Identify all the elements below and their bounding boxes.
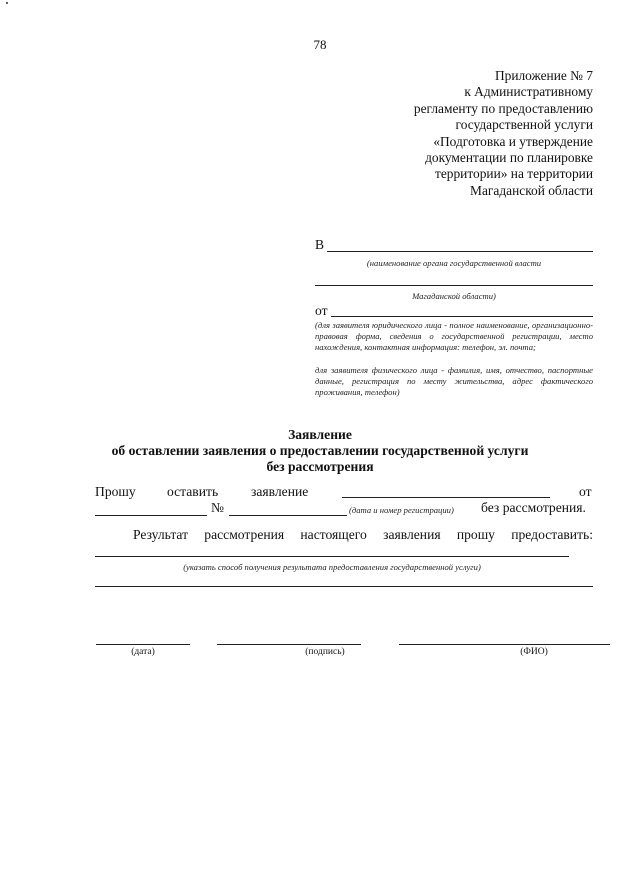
page-number: 78 [313, 37, 327, 52]
title-line-2: об оставлении заявления о предоставлении государственной услуги [111, 443, 529, 458]
appendix-line: регламенту по предоставлению [413, 100, 593, 116]
registration-hint: (дата и номер регистрации) [349, 505, 454, 515]
title-line-3: без рассмотрения [266, 459, 374, 474]
result-method-hint: (указать способ получения результата предоставления государственной услуги) [183, 562, 481, 572]
result-method-field[interactable] [95, 556, 569, 557]
date-label: (дата) [131, 647, 155, 657]
name-field[interactable] [399, 644, 610, 645]
title-line-1: Заявление [288, 427, 352, 442]
signature-label: (подпись) [305, 647, 345, 657]
without-review-text: без рассмотрения. [481, 500, 586, 515]
result-extra-field[interactable] [95, 586, 593, 587]
applicant-hint-legal: (для заявителя юридического лица - полное наименование, организационно-правовая форма, сведения о государственной регистрации, место нахождения, контактная информация: телефон, эл. почта; [315, 320, 593, 352]
authority-field-line-2[interactable] [315, 285, 593, 286]
from-prefix: от [315, 303, 328, 318]
registration-field-right[interactable] [229, 515, 347, 516]
application-date-field[interactable] [342, 497, 550, 498]
appendix-line: документации по планировке [425, 150, 593, 166]
authority-hint-2: Магаданской области) [412, 291, 496, 301]
authority-hint-1: (наименование органа государственной власти [366, 258, 542, 268]
date-field[interactable] [96, 644, 190, 645]
number-sign: № [211, 500, 224, 515]
appendix-line: государственной услуги [455, 117, 593, 133]
applicant-hint-individual: для заявителя физического лица - фамилия, имя, отчество, паспортные данные, регистрация по месту жительства, адрес фактического проживания, телефон) [315, 365, 593, 397]
to-prefix: В [315, 237, 325, 252]
result-request-text: Результат рассмотрения настоящего заявления прошу предоставить: [133, 527, 593, 542]
applicant-field-line[interactable] [331, 316, 593, 317]
appendix-line: «Подготовка и утверждение [433, 133, 593, 149]
registration-field-left[interactable] [95, 515, 207, 516]
request-word-3: заявление [251, 484, 309, 499]
request-word-2: оставить [167, 484, 219, 499]
signature-field[interactable] [217, 644, 361, 645]
appendix-line: территории» на территории [434, 166, 593, 182]
request-from: от [579, 484, 592, 499]
authority-field-line-1[interactable] [327, 251, 593, 252]
scan-speck [6, 2, 8, 4]
appendix-line: Магаданской области [470, 182, 593, 198]
appendix-line: к Административному [464, 84, 593, 100]
appendix-line: Приложение № 7 [494, 68, 593, 83]
name-label: (ФИО) [520, 647, 548, 657]
appendix-block [353, 68, 593, 199]
request-word-1: Прошу [95, 484, 136, 499]
